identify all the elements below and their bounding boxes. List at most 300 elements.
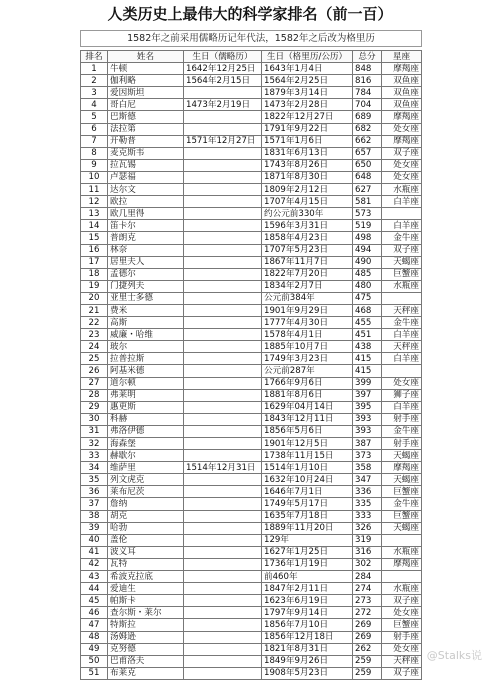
name-cell: 道尔顿 [108,377,184,389]
name-cell: 高斯 [108,317,184,329]
name-cell: 爱迪生 [108,583,184,595]
score-cell: 581 [353,196,382,208]
page-title: 人类历史上最伟大的科学家排名（前一百） [107,5,393,23]
julian-birthday-cell [184,280,262,292]
zodiac-cell: 白羊座 [382,329,422,341]
table-row [81,571,422,583]
gregorian-birthday-cell: 1632年10月24日 [262,474,353,486]
name-cell: 开勒普 [108,135,184,147]
score-cell: 468 [353,304,382,316]
score-cell: 393 [353,425,382,437]
score-cell: 415 [353,365,382,377]
gregorian-birthday-cell: 1797年9月14日 [262,607,353,619]
julian-birthday-cell: 1642年12月25日 [184,63,262,75]
table-row [81,244,422,256]
zodiac-cell: 金牛座 [382,425,422,437]
julian-birthday-cell [184,571,262,583]
name-cell: 海森堡 [108,438,184,450]
table-row [81,498,422,510]
zodiac-cell [382,365,422,377]
table-row [81,377,422,389]
julian-birthday-cell [184,667,262,679]
table-row [81,510,422,522]
julian-birthday-cell [184,583,262,595]
gregorian-birthday-cell: 1777年4月30日 [262,317,353,329]
zodiac-cell: 天秤座 [382,655,422,667]
rank-cell: 42 [81,558,108,570]
rank-cell: 36 [81,486,108,498]
score-cell: 657 [353,147,382,159]
gregorian-birthday-cell: 1646年7月1日 [262,486,353,498]
zodiac-cell: 摩羯座 [382,111,422,123]
name-cell: 詹纳 [108,498,184,510]
rank-cell: 25 [81,353,108,365]
header-rank: 排名 [81,51,108,63]
julian-birthday-cell [184,619,262,631]
zodiac-cell: 天蝎座 [382,450,422,462]
rank-cell: 34 [81,462,108,474]
gregorian-birthday-cell: 1578年4月1日 [262,329,353,341]
score-cell: 704 [353,99,382,111]
name-cell: 瓦特 [108,558,184,570]
zodiac-cell: 双鱼座 [382,87,422,99]
score-cell: 662 [353,135,382,147]
gregorian-birthday-cell: 1571年1月6日 [262,135,353,147]
name-cell: 希波克拉底 [108,571,184,583]
name-cell: 胡克 [108,510,184,522]
gregorian-birthday-cell: 1822年7月20日 [262,268,353,280]
zodiac-cell: 处女座 [382,643,422,655]
rank-cell: 50 [81,655,108,667]
score-cell: 816 [353,75,382,87]
name-cell: 盖伦 [108,534,184,546]
table-row [81,619,422,631]
gregorian-birthday-cell: 1596年3月31日 [262,220,353,232]
name-cell: 帕斯卡 [108,595,184,607]
name-cell: 巴斯德 [108,111,184,123]
zodiac-cell: 金牛座 [382,498,422,510]
rank-cell: 22 [81,317,108,329]
gregorian-birthday-cell: 1908年5月23日 [262,667,353,679]
gregorian-birthday-cell: 1831年6月13日 [262,147,353,159]
zodiac-cell: 射手座 [382,438,422,450]
name-cell: 玻尔 [108,341,184,353]
gregorian-birthday-cell: 1901年9月29日 [262,304,353,316]
score-cell: 848 [353,63,382,75]
table-row [81,256,422,268]
table-row [81,546,422,558]
name-cell: 威廉・哈维 [108,329,184,341]
zodiac-cell: 水瓶座 [382,184,422,196]
table-row [81,401,422,413]
rank-cell: 29 [81,401,108,413]
zodiac-cell: 双子座 [382,595,422,607]
name-cell: 门捷列夫 [108,280,184,292]
score-cell: 259 [353,667,382,679]
julian-birthday-cell [184,643,262,655]
name-cell: 拉瓦锡 [108,159,184,171]
name-cell: 麦克斯韦 [108,147,184,159]
rank-cell: 33 [81,450,108,462]
rank-cell: 41 [81,546,108,558]
gregorian-birthday-cell: 1749年3月23日 [262,353,353,365]
julian-birthday-cell [184,329,262,341]
name-cell: 维萨里 [108,462,184,474]
gregorian-birthday-cell: 1867年11月7日 [262,256,353,268]
table-row [81,232,422,244]
gregorian-birthday-cell: 1822年12月27日 [262,111,353,123]
gregorian-birthday-cell: 1629年04月14日 [262,401,353,413]
julian-birthday-cell [184,413,262,425]
rank-cell: 1 [81,63,108,75]
rank-cell: 6 [81,123,108,135]
score-cell: 648 [353,171,382,183]
rank-cell: 9 [81,159,108,171]
julian-birthday-cell [184,147,262,159]
julian-birthday-cell [184,510,262,522]
name-cell: 布莱克 [108,667,184,679]
name-cell: 费米 [108,304,184,316]
name-cell: 特斯拉 [108,619,184,631]
score-cell: 326 [353,522,382,534]
zodiac-cell [382,208,422,220]
zodiac-cell [382,571,422,583]
score-cell: 335 [353,498,382,510]
gregorian-birthday-cell: 前460年 [262,571,353,583]
julian-birthday-cell [184,341,262,353]
gregorian-birthday-cell: 1643年1月4日 [262,63,353,75]
table-row [81,486,422,498]
julian-birthday-cell [184,111,262,123]
rank-cell: 45 [81,595,108,607]
score-cell: 358 [353,462,382,474]
name-cell: 居里夫人 [108,256,184,268]
name-cell: 欧拉 [108,196,184,208]
name-cell: 惠更斯 [108,401,184,413]
name-cell: 列文虎克 [108,474,184,486]
table-row [81,595,422,607]
table-row [81,583,422,595]
gregorian-birthday-cell: 1627年1月25日 [262,546,353,558]
watermark: @Stalks说 [426,649,482,662]
rank-cell: 28 [81,389,108,401]
name-cell: 亚里士多德 [108,292,184,304]
zodiac-cell [382,534,422,546]
julian-birthday-cell [184,208,262,220]
julian-birthday-cell [184,292,262,304]
zodiac-cell: 白羊座 [382,353,422,365]
julian-birthday-cell [184,546,262,558]
gregorian-birthday-cell: 1889年11月20日 [262,522,353,534]
rank-cell: 21 [81,304,108,316]
table-row [81,184,422,196]
name-cell: 波义耳 [108,546,184,558]
name-cell: 爱因斯坦 [108,87,184,99]
table-row [81,220,422,232]
score-cell: 682 [353,123,382,135]
rank-cell: 10 [81,171,108,183]
rank-cell: 8 [81,147,108,159]
julian-birthday-cell [184,389,262,401]
gregorian-birthday-cell: 1856年7月10日 [262,619,353,631]
zodiac-cell [382,292,422,304]
score-cell: 347 [353,474,382,486]
table-row [81,196,422,208]
score-cell: 689 [353,111,382,123]
zodiac-cell: 白羊座 [382,401,422,413]
header-name: 姓名 [108,51,184,63]
table-row [81,631,422,643]
gregorian-birthday-cell: 1871年8月30日 [262,171,353,183]
julian-birthday-cell [184,425,262,437]
rank-cell: 7 [81,135,108,147]
table-row [81,123,422,135]
score-cell: 438 [353,341,382,353]
score-cell: 262 [353,643,382,655]
julian-birthday-cell [184,353,262,365]
zodiac-cell: 水瓶座 [382,280,422,292]
table-row [81,171,422,183]
gregorian-birthday-cell: 约公元前330年 [262,208,353,220]
score-cell: 387 [353,438,382,450]
julian-birthday-cell: 1473年2月19日 [184,99,262,111]
rank-cell: 35 [81,474,108,486]
score-cell: 415 [353,353,382,365]
name-cell: 弗洛伊德 [108,425,184,437]
julian-birthday-cell [184,304,262,316]
gregorian-birthday-cell: 1847年2月11日 [262,583,353,595]
score-cell: 333 [353,510,382,522]
name-cell: 莱布尼茨 [108,486,184,498]
score-cell: 269 [353,619,382,631]
name-cell: 拉普拉斯 [108,353,184,365]
gregorian-birthday-cell: 1809年2月12日 [262,184,353,196]
rank-cell: 23 [81,329,108,341]
score-cell: 498 [353,232,382,244]
julian-birthday-cell [184,498,262,510]
zodiac-cell: 双子座 [382,667,422,679]
ranking-table [80,50,422,680]
name-cell: 弗莱明 [108,389,184,401]
table-row [81,655,422,667]
zodiac-cell: 巨蟹座 [382,510,422,522]
table-row [81,111,422,123]
zodiac-cell: 水瓶座 [382,583,422,595]
score-cell: 490 [353,256,382,268]
score-cell: 784 [353,87,382,99]
table-row [81,558,422,570]
score-cell: 650 [353,159,382,171]
header-birthday-julian: 生日（儒略历） [184,51,262,63]
rank-cell: 5 [81,111,108,123]
gregorian-birthday-cell: 公元前384年 [262,292,353,304]
table-row [81,474,422,486]
gregorian-birthday-cell: 1623年6月19日 [262,595,353,607]
score-cell: 272 [353,607,382,619]
zodiac-cell: 双鱼座 [382,75,422,87]
score-cell: 273 [353,595,382,607]
name-cell: 达尔文 [108,184,184,196]
julian-birthday-cell [184,522,262,534]
table-row [81,365,422,377]
gregorian-birthday-cell: 1514年1月10日 [262,462,353,474]
julian-birthday-cell [184,595,262,607]
rank-cell: 39 [81,522,108,534]
rank-cell: 40 [81,534,108,546]
score-cell: 259 [353,655,382,667]
julian-birthday-cell [184,244,262,256]
gregorian-birthday-cell: 1791年9月22日 [262,123,353,135]
julian-birthday-cell [184,534,262,546]
table-row [81,438,422,450]
score-cell: 480 [353,280,382,292]
table-row [81,75,422,87]
julian-birthday-cell: 1514年12月31日 [184,462,262,474]
name-cell: 科赫 [108,413,184,425]
name-cell: 笛卡尔 [108,220,184,232]
zodiac-cell: 处女座 [382,607,422,619]
rank-cell: 31 [81,425,108,437]
zodiac-cell: 天蝎座 [382,474,422,486]
zodiac-cell: 巨蟹座 [382,619,422,631]
table-row [81,413,422,425]
zodiac-cell: 白羊座 [382,196,422,208]
rank-cell: 32 [81,438,108,450]
header-zodiac: 星座 [382,51,422,63]
julian-birthday-cell [184,558,262,570]
rank-cell: 15 [81,232,108,244]
zodiac-cell: 双子座 [382,244,422,256]
table-row [81,643,422,655]
table-header-row [81,51,422,63]
rank-cell: 24 [81,341,108,353]
header-score: 总分 [353,51,382,63]
score-cell: 319 [353,534,382,546]
table-row [81,607,422,619]
name-cell: 伽利略 [108,75,184,87]
name-cell: 牛顿 [108,63,184,75]
zodiac-cell: 白羊座 [382,220,422,232]
julian-birthday-cell [184,365,262,377]
zodiac-cell: 摩羯座 [382,63,422,75]
gregorian-birthday-cell: 1821年8月31日 [262,643,353,655]
julian-birthday-cell [184,438,262,450]
score-cell: 494 [353,244,382,256]
gregorian-birthday-cell: 129年 [262,534,353,546]
name-cell: 林奈 [108,244,184,256]
score-cell: 475 [353,292,382,304]
name-cell: 巴甫洛夫 [108,655,184,667]
score-cell: 336 [353,486,382,498]
table-row [81,353,422,365]
table-row [81,292,422,304]
rank-cell: 47 [81,619,108,631]
name-cell: 卢瑟福 [108,171,184,183]
name-cell: 汤姆逊 [108,631,184,643]
name-cell: 哈勃 [108,522,184,534]
score-cell: 274 [353,583,382,595]
julian-birthday-cell [184,196,262,208]
name-cell: 赫歇尔 [108,450,184,462]
rank-cell: 17 [81,256,108,268]
julian-birthday-cell [184,268,262,280]
julian-birthday-cell [184,631,262,643]
score-cell: 395 [353,401,382,413]
gregorian-birthday-cell: 1564年2月25日 [262,75,353,87]
zodiac-cell: 射手座 [382,413,422,425]
gregorian-birthday-cell: 1635年7月18日 [262,510,353,522]
gregorian-birthday-cell: 1849年9月26日 [262,655,353,667]
gregorian-birthday-cell: 1707年4月15日 [262,196,353,208]
julian-birthday-cell [184,232,262,244]
rank-cell: 3 [81,87,108,99]
rank-cell: 20 [81,292,108,304]
table-row [81,425,422,437]
score-cell: 399 [353,377,382,389]
table-row [81,329,422,341]
table-row [81,87,422,99]
zodiac-cell: 摩羯座 [382,135,422,147]
julian-birthday-cell [184,655,262,667]
rank-cell: 51 [81,667,108,679]
zodiac-cell: 双子座 [382,147,422,159]
gregorian-birthday-cell: 1738年11月15日 [262,450,353,462]
gregorian-birthday-cell: 1856年12月18日 [262,631,353,643]
julian-birthday-cell [184,87,262,99]
name-cell: 孟德尔 [108,268,184,280]
julian-birthday-cell [184,159,262,171]
rank-cell: 19 [81,280,108,292]
subtitle-note: 1582年之前采用儒略历记年代法，1582年之后改为格里历 [80,30,422,47]
zodiac-cell: 处女座 [382,159,422,171]
rank-cell: 11 [81,184,108,196]
name-cell: 法拉第 [108,123,184,135]
rank-cell: 13 [81,208,108,220]
table-row [81,159,422,171]
table-row [81,450,422,462]
zodiac-cell: 金牛座 [382,232,422,244]
rank-cell: 16 [81,244,108,256]
zodiac-cell: 天秤座 [382,304,422,316]
gregorian-birthday-cell: 1743年8月26日 [262,159,353,171]
zodiac-cell: 狮子座 [382,389,422,401]
zodiac-cell: 天蝎座 [382,522,422,534]
julian-birthday-cell [184,256,262,268]
zodiac-cell: 巨蟹座 [382,486,422,498]
julian-birthday-cell [184,486,262,498]
julian-birthday-cell [184,474,262,486]
score-cell: 269 [353,631,382,643]
gregorian-birthday-cell: 1885年10月7日 [262,341,353,353]
table-row [81,99,422,111]
zodiac-cell: 摩羯座 [382,558,422,570]
score-cell: 627 [353,184,382,196]
table-row [81,462,422,474]
gregorian-birthday-cell: 1858年4月23日 [262,232,353,244]
gregorian-birthday-cell: 1901年12月5日 [262,438,353,450]
julian-birthday-cell [184,401,262,413]
rank-cell: 43 [81,571,108,583]
zodiac-cell: 处女座 [382,377,422,389]
rank-cell: 2 [81,75,108,87]
gregorian-birthday-cell: 公元前287年 [262,365,353,377]
julian-birthday-cell [184,450,262,462]
score-cell: 393 [353,413,382,425]
gregorian-birthday-cell: 1881年8月6日 [262,389,353,401]
table-row [81,135,422,147]
table-row [81,317,422,329]
gregorian-birthday-cell: 1843年12月11日 [262,413,353,425]
